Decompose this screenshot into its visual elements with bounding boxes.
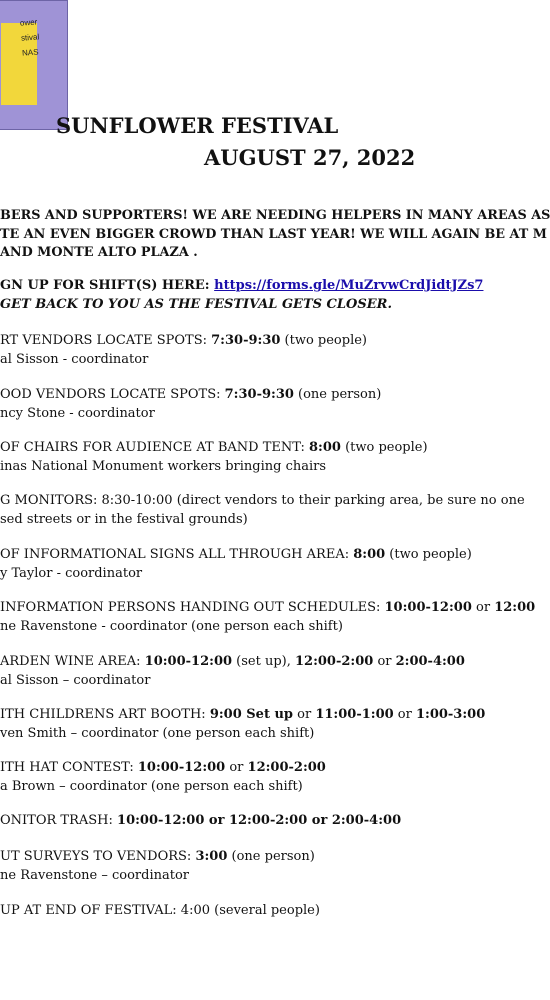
task-hat-contest: ITH HAT CONTEST: 10:00-12:00 or 12:00-2:00 a Brown – coordinator (one person each shift) xyxy=(0,760,326,794)
festival-logo xyxy=(0,0,68,130)
logo-text: ower stival NAS xyxy=(19,17,40,58)
task-childrens-art: ITH CHILDRENS ART BOOTH: 9:00 Set up or 11:00-1:00 or 1:00-3:00 ven Smith – coordinator (one person each shift) xyxy=(0,707,486,741)
task-parking-monitors: G MONITORS: 8:30-10:00 (direct vendors to their parking area, be sure no one sed streets or in the festival grounds) xyxy=(0,493,525,527)
intro-line: TE AN EVEN BIGGER CROWD THAN LAST YEAR! WE WILL AGAIN BE AT M xyxy=(0,226,547,242)
task-food-vendors: OOD VENDORS LOCATE SPOTS: 7:30-9:30 (one person) ncy Stone - coordinator xyxy=(0,387,382,421)
document-title: SUNFLOWER FESTIVAL xyxy=(56,113,339,138)
task-wine-garden: ARDEN WINE AREA: 10:00-12:00 (set up), 12:00-2:00 or 2:00-4:00 al Sisson – coordinator xyxy=(0,654,465,688)
task-signs: OF INFORMATIONAL SIGNS ALL THROUGH AREA: 8:00 (two people) y Taylor - coordinator xyxy=(0,547,472,581)
signup-note: GET BACK TO YOU AS THE FESTIVAL GETS CLOSER. xyxy=(0,297,392,312)
signup-label: GN UP FOR SHIFT(S) HERE: xyxy=(0,278,215,293)
task-chairs: OF CHAIRS FOR AUDIENCE AT BAND TENT: 8:00 (two people) inas National Monument workers bringing chairs xyxy=(0,440,428,474)
task-trash: ONITOR TRASH: 10:00-12:00 or 12:00-2:00 or 2:00-4:00 xyxy=(0,813,402,828)
intro-line: BERS AND SUPPORTERS! WE ARE NEEDING HELPERS IN MANY AREAS AS xyxy=(0,208,550,223)
intro-paragraph xyxy=(0,207,550,263)
intro-line: AND MONTE ALTO PLAZA . xyxy=(0,245,198,260)
task-art-vendors: RT VENDORS LOCATE SPOTS: 7:30-9:30 (two people) al Sisson - coordinator xyxy=(0,333,368,367)
task-surveys: UT SURVEYS TO VENDORS: 3:00 (one person) ne Ravenstone – coordinator xyxy=(0,849,315,883)
signup-section xyxy=(0,276,483,314)
event-date: AUGUST 27, 2022 xyxy=(204,145,416,170)
task-cleanup: UP AT END OF FESTIVAL: 4:00 (several people) xyxy=(0,903,320,918)
signup-link[interactable]: https://forms.gle/MuZrvwCrdJidtJZs7 xyxy=(214,278,484,293)
task-information: INFORMATION PERSONS HANDING OUT SCHEDULES: 10:00-12:00 or 12:00 ne Ravenstone - coordinator (one person each shift) xyxy=(0,600,536,634)
